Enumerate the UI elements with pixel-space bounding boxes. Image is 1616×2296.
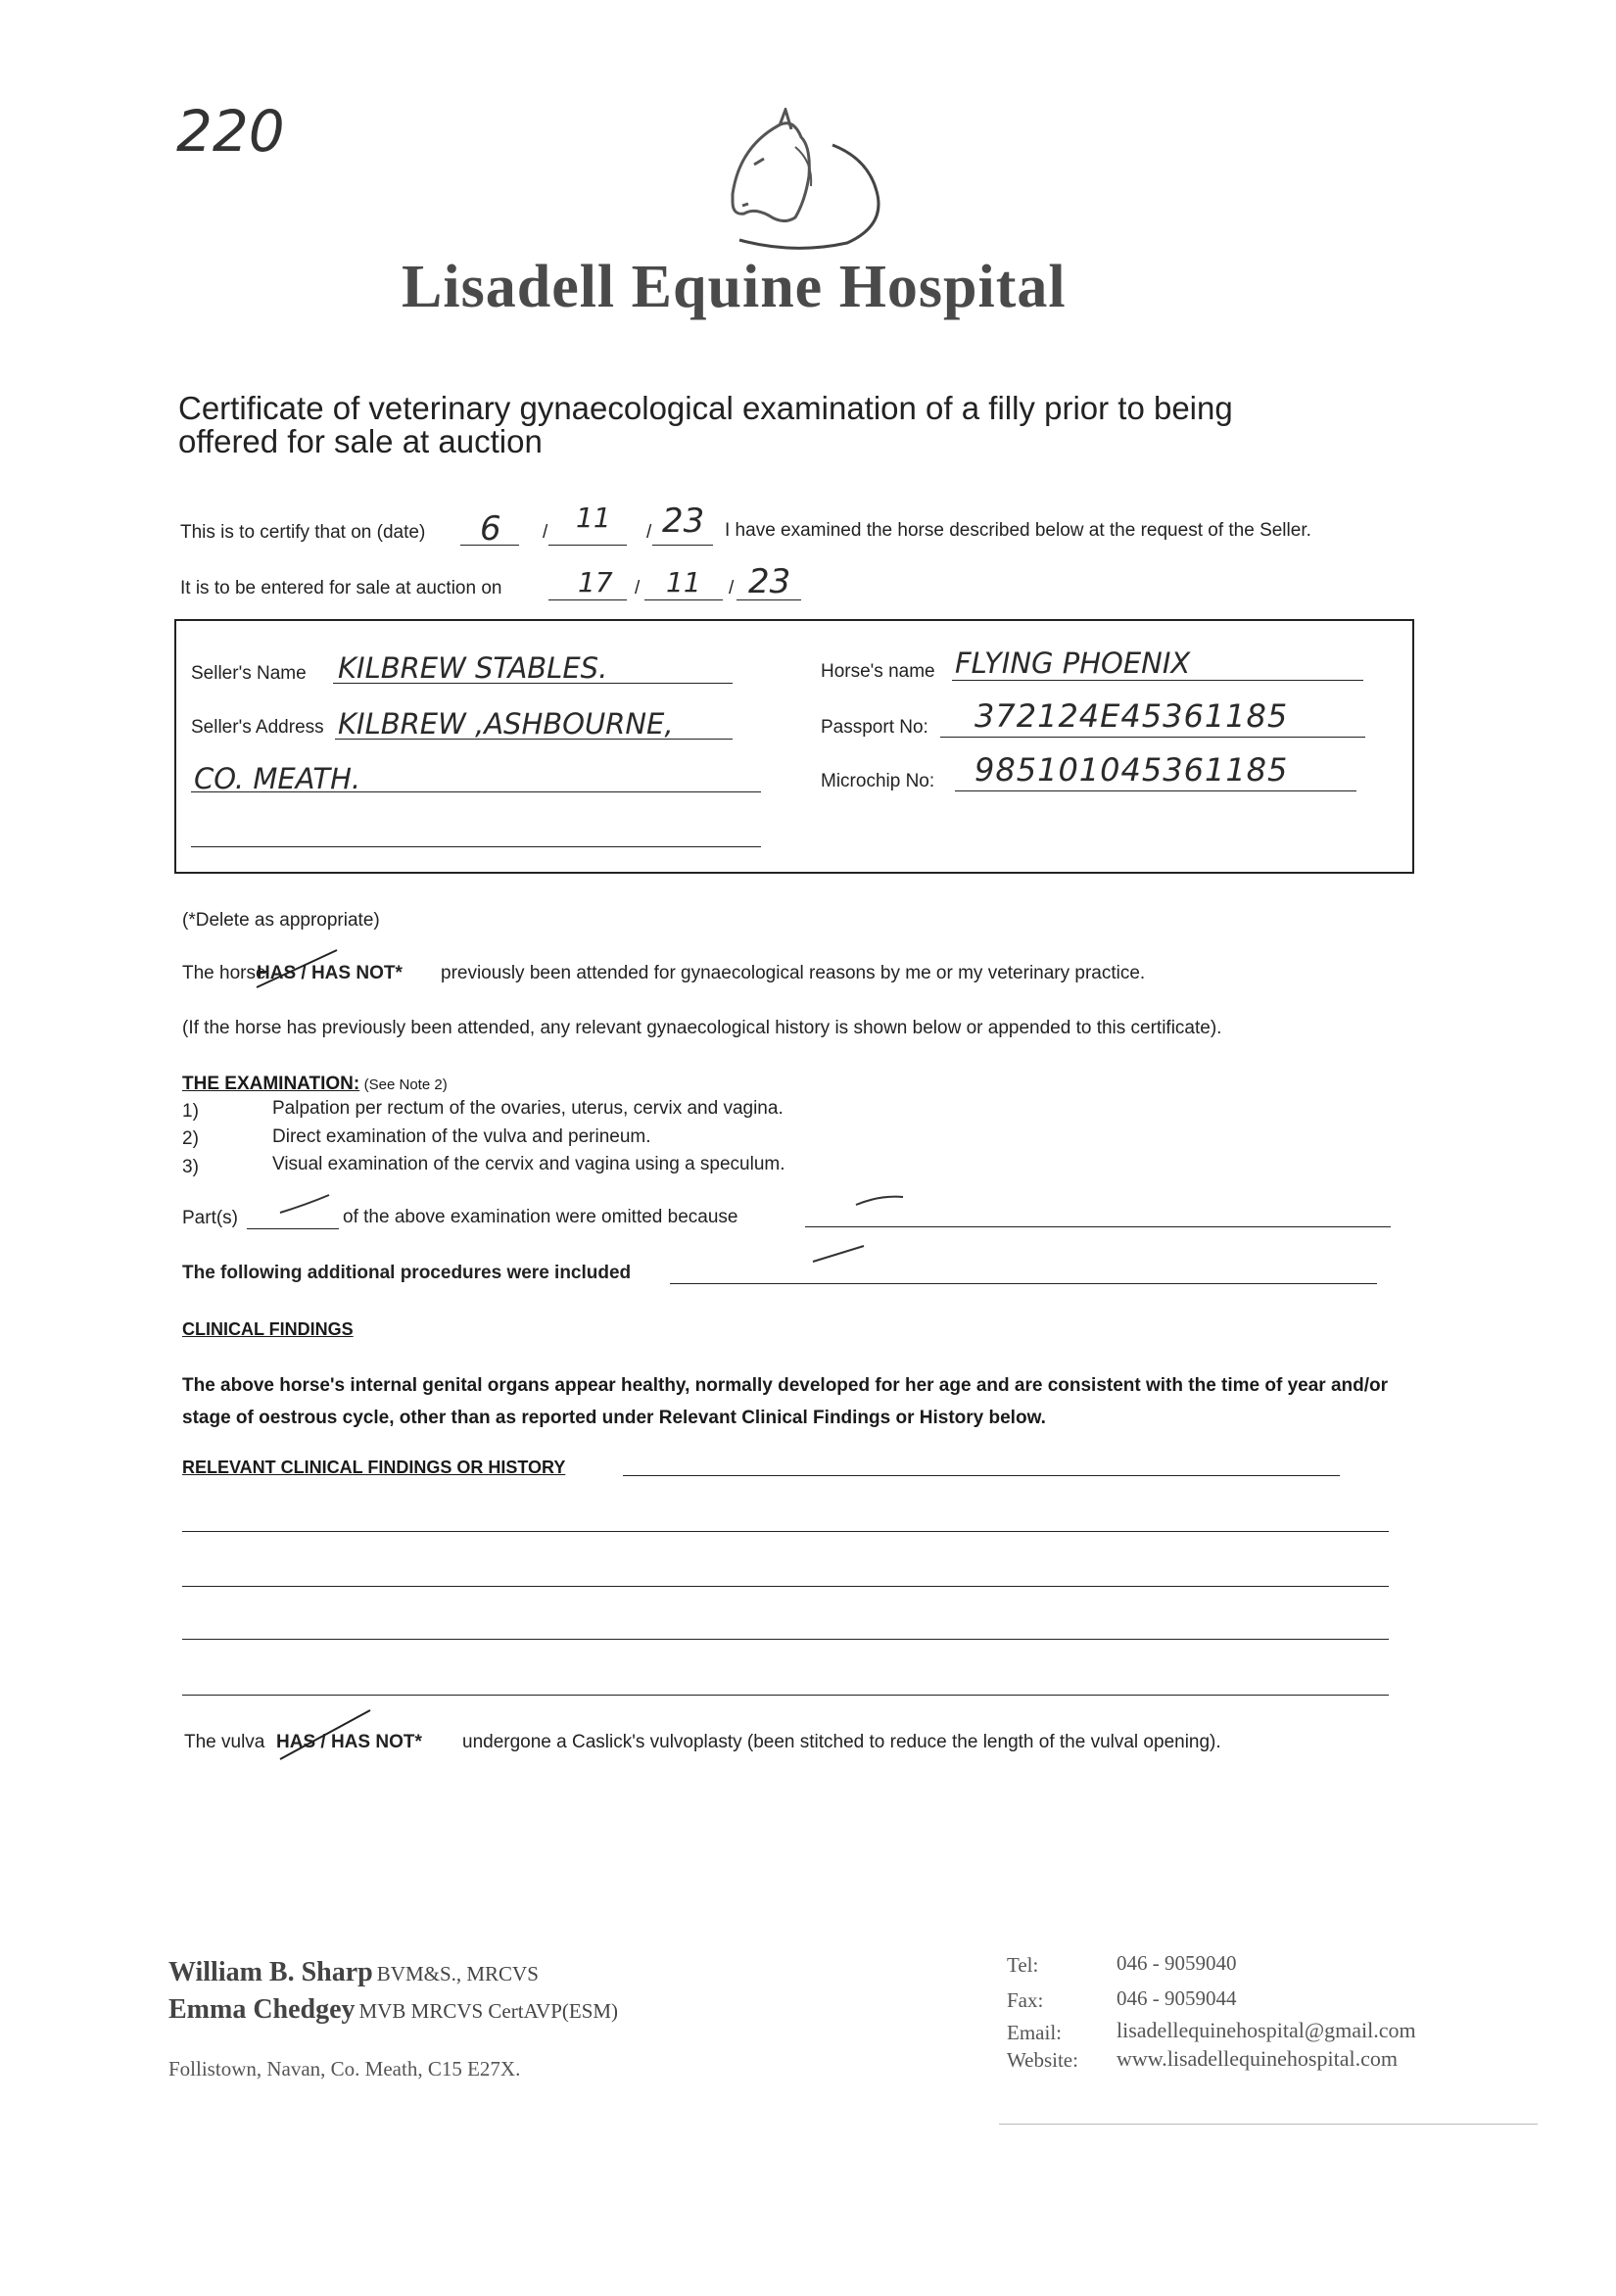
relevant-findings-heading: RELEVANT CLINICAL FINDINGS OR HISTORY: [182, 1458, 566, 1477]
attended-prefix: The horse: [182, 963, 266, 983]
date-slash-1: /: [543, 522, 548, 543]
clinical-findings-statement: The above horse's internal genital organs appear healthy, normally developed for her age and are consistent with the time of year and/or stage of oestrous cycle, other than as reported under Relevant Clinical Findings or History below.: [182, 1375, 1389, 1428]
seller-address-line1-value: KILBREW ,ASHBOURNE,: [338, 707, 674, 741]
vulva-options: HAS / HAS NOT*: [276, 1732, 422, 1752]
omitted-parts-line: [247, 1228, 339, 1229]
omitted-suffix: of the above examination were omitted because: [343, 1207, 738, 1227]
additional-procedures-line: [670, 1283, 1377, 1284]
auction-date-day: 17: [578, 566, 613, 598]
auction-slash-1: /: [635, 578, 641, 598]
passport-value: 372124E45361185: [974, 697, 1289, 735]
examination-note: (See Note 2): [363, 1076, 448, 1093]
vulva-prefix: The vulva: [184, 1732, 265, 1752]
horse-name-value: FLYING PHOENIX: [955, 646, 1191, 680]
seller-address-line-3: [191, 846, 761, 847]
relevant-findings-line-4: [182, 1695, 1389, 1696]
passport-label: Passport No:: [821, 717, 928, 738]
auction-month-line: [644, 599, 723, 600]
exam-date-day: 6: [480, 509, 501, 549]
horse-name-label: Horse's name: [821, 661, 935, 682]
seller-address-label: Seller's Address: [191, 717, 324, 738]
certificate-title-line1: Certificate of veterinary gynaecological examination of a filly prior to being: [178, 390, 1233, 426]
auction-date-month: 11: [666, 566, 701, 598]
dash-mark: [809, 1240, 868, 1269]
vet2-name: Emma Chedgey: [168, 1994, 356, 2025]
seller-name-label: Seller's Name: [191, 663, 307, 684]
passport-line: [940, 737, 1365, 738]
handwritten-page-number: 220: [176, 98, 285, 165]
date-month-line: [548, 545, 627, 546]
microchip-line: [955, 790, 1356, 791]
omitted-prefix: Part(s): [182, 1208, 238, 1228]
horse-name-line: [952, 680, 1363, 681]
auction-date-year: 23: [748, 562, 791, 601]
delete-note: (*Delete as appropriate): [182, 910, 380, 931]
date-year-line: [652, 545, 713, 546]
vulva-suffix: undergone a Caslick's vulvoplasty (been stitched to reduce the length of the vulval opening).: [462, 1732, 1221, 1752]
certify-prefix: This is to certify that on (date): [180, 522, 426, 543]
dash-mark: [852, 1187, 911, 1217]
microchip-value: 985101045361185: [974, 751, 1289, 789]
examination-heading: THE EXAMINATION:: [182, 1074, 360, 1094]
clinical-findings-heading: CLINICAL FINDINGS: [182, 1319, 354, 1339]
relevant-findings-line-3: [182, 1639, 1389, 1640]
strike-mark: [276, 1706, 374, 1765]
fax-value: 046 - 9059044: [1117, 1986, 1237, 2010]
website-label: Website:: [1007, 2048, 1078, 2072]
tel-value: 046 - 9059040: [1117, 1951, 1237, 1975]
exam-date-month: 11: [576, 502, 611, 534]
history-note: (If the horse has previously been attended, any relevant gynaecological history is shown below or appended to this certificate).: [182, 1018, 1222, 1038]
exam-item-3-text: Visual examination of the cervix and vagina using a speculum.: [272, 1154, 785, 1174]
seller-name-value: KILBREW STABLES.: [338, 651, 608, 685]
exam-date-year: 23: [662, 502, 705, 541]
auction-prefix: It is to be entered for sale at auction on: [180, 578, 502, 598]
vet1-name: William B. Sharp: [168, 1957, 373, 1987]
footer-divider: [999, 2124, 1538, 2125]
attended-options: HAS / HAS NOT*: [257, 963, 403, 983]
exam-item-1-num: 1): [182, 1101, 199, 1122]
fax-label: Fax:: [1007, 1988, 1044, 2012]
relevant-findings-line-1: [182, 1531, 1389, 1532]
relevant-findings-line-0: [623, 1475, 1340, 1476]
seller-address-line2-value: CO. MEATH.: [194, 762, 361, 795]
microchip-label: Microchip No:: [821, 771, 935, 791]
website-value: www.lisadellequinehospital.com: [1117, 2046, 1398, 2071]
email-value: lisadellequinehospital@gmail.com: [1117, 2018, 1416, 2042]
horse-logo-icon: [686, 108, 891, 255]
auction-day-line: [548, 599, 627, 600]
vet2: [168, 1994, 618, 2026]
relevant-findings-line-2: [182, 1586, 1389, 1587]
hospital-address: Follistown, Navan, Co. Meath, C15 E27X.: [168, 2057, 521, 2081]
attended-suffix: previously been attended for gynaecological reasons by me or my veterinary practice.: [441, 963, 1146, 983]
certify-suffix: I have examined the horse described below at the request of the Seller.: [725, 520, 1311, 541]
auction-slash-2: /: [729, 578, 735, 598]
exam-item-2-num: 2): [182, 1128, 199, 1149]
strike-mark: [253, 944, 341, 993]
omitted-reason-line: [805, 1226, 1391, 1227]
vet1-quals: BVM&S., MRCVS: [376, 1962, 539, 1985]
hospital-name: Lisadell Equine Hospital: [402, 254, 1067, 320]
tel-label: Tel:: [1007, 1953, 1039, 1977]
exam-item-1-text: Palpation per rectum of the ovaries, uterus, cervix and vagina.: [272, 1098, 784, 1119]
email-label: Email:: [1007, 2021, 1062, 2044]
examination-heading-row: [182, 1074, 448, 1095]
exam-item-3-num: 3): [182, 1157, 199, 1177]
vet1: [168, 1957, 539, 1988]
dash-mark: [276, 1191, 335, 1220]
additional-procedures-label: The following additional procedures were included: [182, 1263, 632, 1283]
vet2-quals: MVB MRCVS CertAVP(ESM): [358, 1999, 619, 2023]
exam-item-2-text: Direct examination of the vulva and perineum.: [272, 1126, 651, 1147]
date-slash-2: /: [646, 522, 652, 543]
certificate-title-line2: offered for sale at auction: [178, 423, 543, 459]
